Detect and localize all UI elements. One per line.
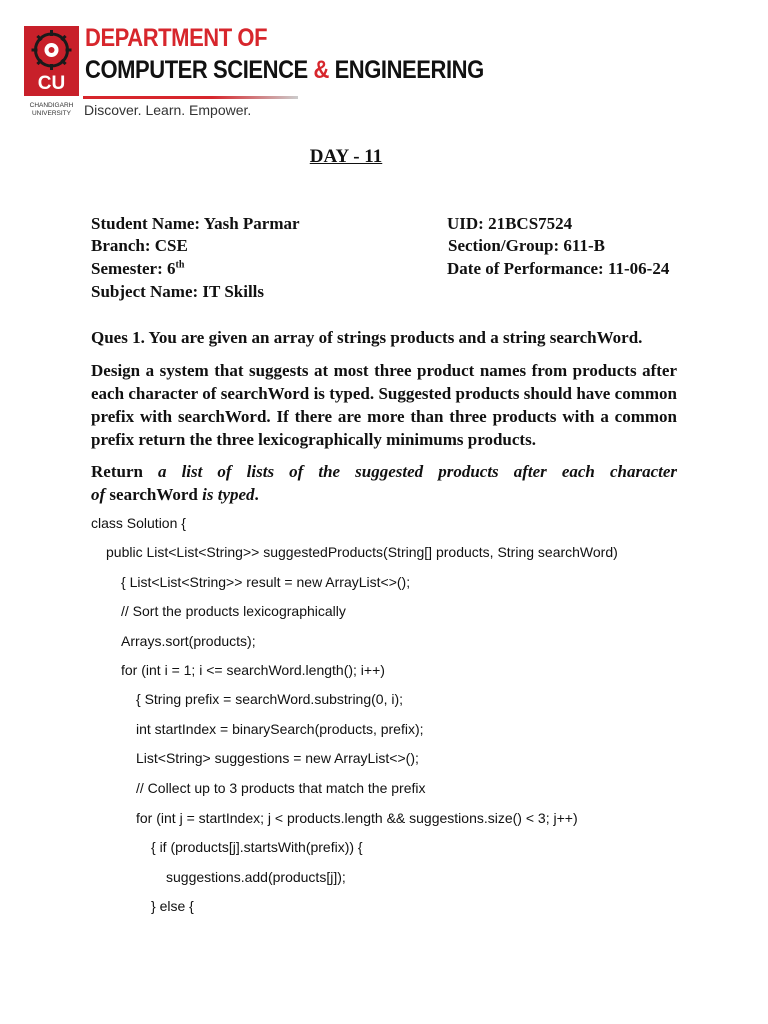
code-line: for (int i = 1; i <= searchWord.length(); i++) — [121, 662, 385, 678]
return-desc: a list of lists of the suggested products after each character — [142, 462, 677, 481]
branch: Branch: CSE — [91, 236, 188, 255]
return-searchword: searchWord — [105, 485, 203, 504]
department-name-line1: DEPARTMENT OF — [85, 24, 268, 52]
code-line: public List<List<String>> suggestedProducts(String[] products, String searchWord) — [106, 544, 618, 560]
code-line: List<String> suggestions = new ArrayList<>(); — [136, 750, 419, 766]
question-return — [91, 460, 677, 506]
student-name: Student Name: Yash Parmar — [91, 214, 300, 233]
code-line: class Solution { — [91, 515, 186, 531]
code-line: { List<List<String>> result = new ArrayList<>(); — [121, 574, 411, 590]
semester-suffix: th — [175, 259, 185, 271]
code-line: { if (products[j].startsWith(prefix)) { — [151, 839, 363, 855]
question-heading: Ques 1. You are given an array of strings products and a string searchWord. — [91, 328, 643, 347]
student-uid: UID: 21BCS7524 — [447, 214, 573, 233]
page-title: DAY - 11 — [309, 146, 383, 167]
department-header — [24, 24, 484, 124]
code-line: Arrays.sort(products); — [121, 633, 256, 649]
section-group: Section/Group: 611-B — [448, 236, 605, 255]
return-line-1 — [91, 460, 677, 483]
code-line: for (int j = startIndex; j < products.length && suggestions.size() < 3; j++) — [136, 810, 578, 826]
university-logo — [24, 26, 79, 120]
logo-caption-2: UNIVERSITY — [31, 110, 72, 117]
return-line-2 — [91, 483, 677, 506]
return-period: . — [254, 485, 259, 504]
code-line: // Sort the products lexicographically — [121, 603, 346, 619]
department-name-line2 — [85, 56, 484, 85]
semester-text: Semester: 6 — [91, 259, 176, 278]
tagline: Discover. Learn. Empower. — [84, 102, 252, 118]
dept-line2-ampersand: & — [313, 56, 329, 84]
logo-monogram: CU — [37, 73, 66, 94]
code-line: // Collect up to 3 products that match the prefix — [136, 780, 426, 796]
date-of-performance: Date of Performance: 11-06-24 — [447, 259, 670, 278]
code-line: } else { — [151, 898, 194, 914]
code-line: { String prefix = searchWord.substring(0, i); — [136, 691, 404, 707]
semester — [91, 259, 184, 279]
code-line: suggestions.add(products[j]); — [166, 869, 346, 885]
dept-line2-part1: COMPUTER SCIENCE — [85, 56, 314, 84]
logo-caption-1: CHANDIGARH — [29, 102, 74, 109]
return-word: Return — [91, 462, 143, 481]
question-description: Design a system that suggests at most three product names from products after each character of searchWord is typed. Suggested products should have common prefix with searchWord. If there are more than three products with a common prefix return the three lexicographically minimums products. — [91, 361, 677, 449]
header-divider — [83, 96, 298, 99]
return-of: of — [91, 485, 106, 504]
subject-name: Subject Name: IT Skills — [91, 282, 265, 301]
return-is-typed: is typed — [202, 485, 255, 504]
dept-line2-part2: ENGINEERING — [328, 56, 484, 84]
code-line: int startIndex = binarySearch(products, prefix); — [136, 721, 424, 737]
